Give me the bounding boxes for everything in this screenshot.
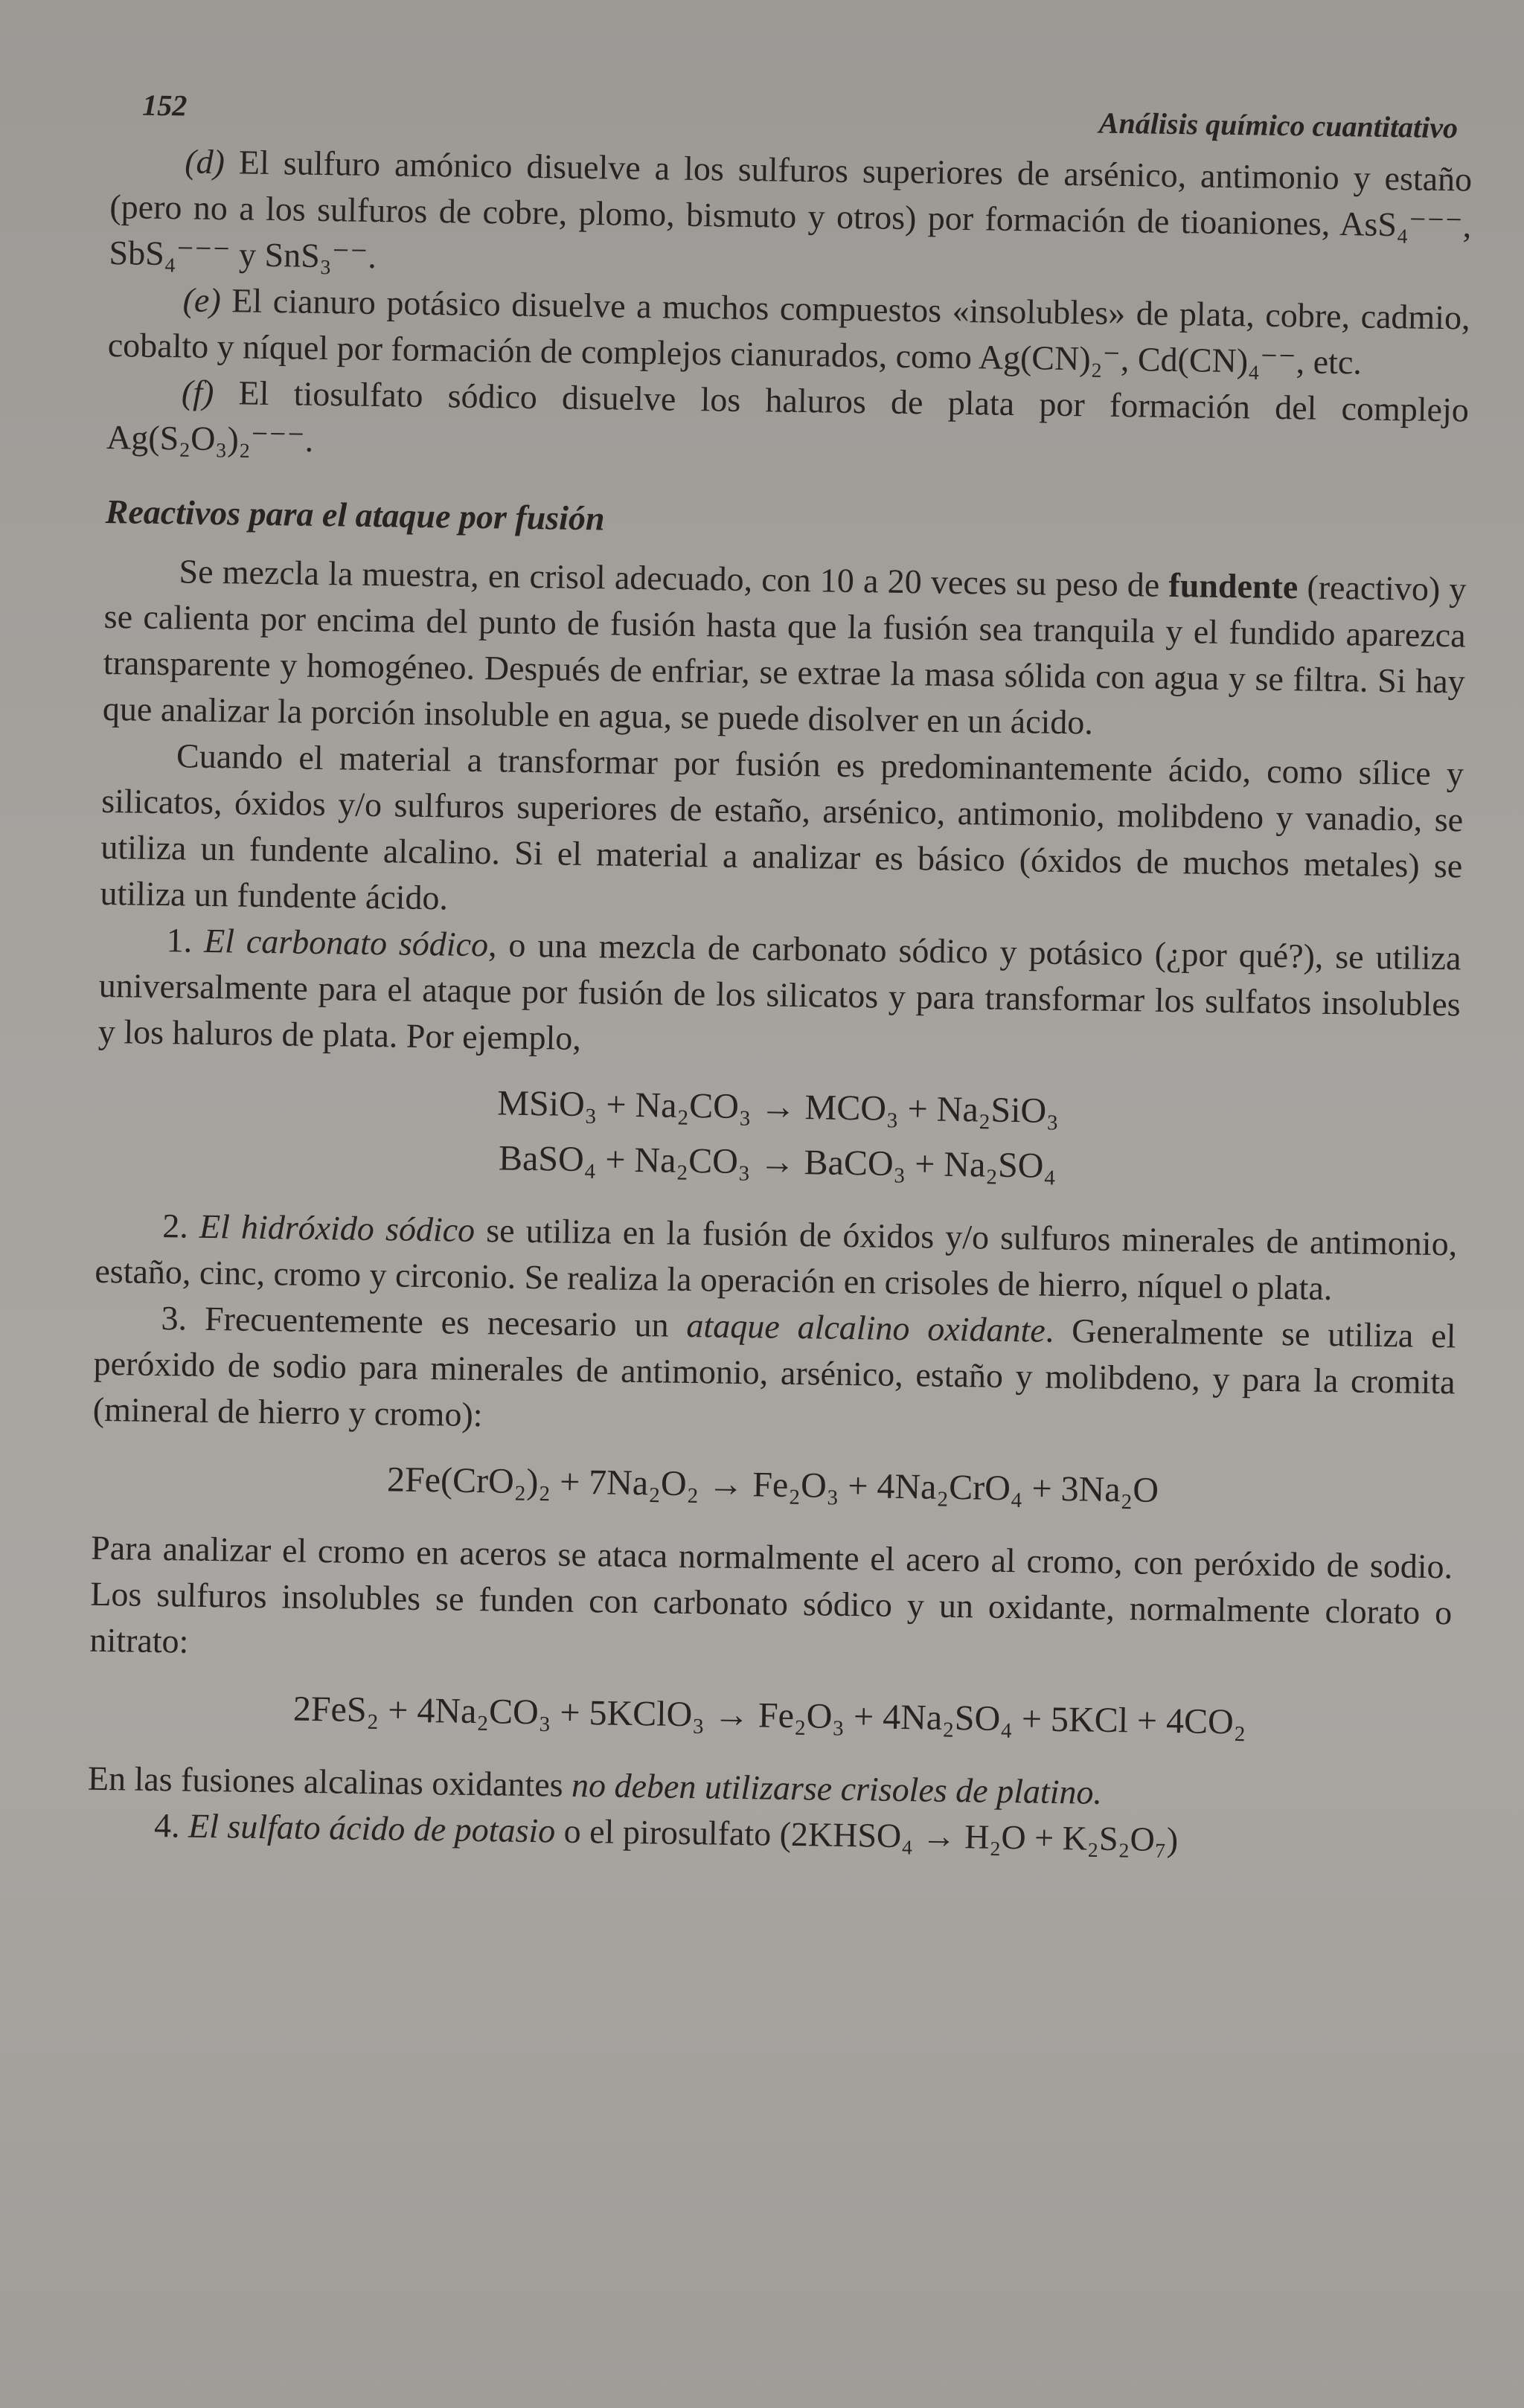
item-f-label: (f) (181, 373, 214, 411)
equation-4: 2FeS₂ + 4Na₂CO₃ + 5KClO₃ → Fe₂O₃ + 4Na₂SO₄ + 5KCl + 4CO₂ (292, 1689, 1246, 1742)
equation-1: MSiO₃ + Na₂CO₃ → MCO₃ + Na₂SiO₃ (497, 1083, 1060, 1131)
equation-2: BaSO₄ + Na₂CO₃ → BaCO₃ + Na₂SO₄ (498, 1138, 1057, 1186)
p4-text-a: En las fusiones alcalinas oxidantes (87, 1759, 572, 1804)
item4-title: El sulfato ácido de potasio (188, 1806, 556, 1850)
item1-title: El carbonato sódico (203, 921, 489, 964)
item-f (106, 368, 1470, 480)
p1-bold-term: fundente (1168, 565, 1299, 606)
item2-title: El hidróxido sódico (199, 1207, 476, 1249)
equation-block-3 (89, 1683, 1451, 1750)
item2-text: se utiliza en la fusión de óxidos y/o sulfuros minerales de antimonio, estaño, cinc, cromo y circonio. Se realiza la operación en crisoles de hierro, níquel o plata. (95, 1210, 1458, 1308)
item-f-text: El tiosulfato sódico disuelve los haluros de plata por formación del complejo Ag(S₂O₃)₂⁻⁻⁻. (106, 373, 1470, 459)
item-d-label: (d) (184, 142, 225, 182)
item3-italic: ataque alcalino oxidante (686, 1306, 1046, 1349)
list-item-3 (92, 1294, 1456, 1452)
item-d-text: El sulfuro amónico disuelve a los sulfuros superiores de arsénico, antimonio y estaño (pero no a los sulfuros de cobre, plomo, bismuto y otros) por formación de tioaniones, AsS₄⁻⁻⁻, SbS₄⁻⁻⁻ y SnS₃⁻⁻. (109, 143, 1473, 275)
item-d (109, 138, 1472, 295)
item2-number: 2. (161, 1207, 189, 1245)
item1-number: 1. (166, 921, 193, 960)
p4-italic: no deben utilizarse crisoles de platino. (571, 1765, 1103, 1811)
item3-text-a: Frecuentemente es necesario un (204, 1299, 687, 1344)
item-e-text: El cianuro potásico disuelve a muchos compuestos «insolubles» de plata, cobre, cadmio, cobalto y níquel por formación de complejos cianurados, como Ag(CN)₂⁻, Cd(CN)₄⁻⁻, etc. (107, 281, 1470, 382)
item1-text: , o una mezcla de carbonato sódico y potásico (¿por qué?), se utiliza universalmente para el ataque por fusión de los silicatos y para transformar los sulfatos insolubles y los haluros de plata. Por ejemplo, (97, 925, 1461, 1057)
equation-3: 2Fe(CrO₂)₂ + 7Na₂O₂ → Fe₂O₃ + 4Na₂CrO₄ + 3Na₂O (386, 1460, 1159, 1510)
item3-text-b: . Generalmente se utiliza el peróxido de sodio para minerales de antimonio, arsénico, estaño y molibdeno, y para la cromita (mineral de hierro y cromo): (92, 1311, 1456, 1434)
page-number: 152 (142, 88, 188, 123)
running-head: Análisis químico cuantitativo (1098, 106, 1459, 145)
list-item-1 (98, 916, 1461, 1074)
paragraph-chromium-steel: Para analizar el cromo en aceros se ataca normalmente el acero al cromo, con peróxido de sodio. Los sulfuros insolubles se funden con carbonato sódico y un oxidante, normalmente clorato o nitrato: (89, 1528, 1453, 1660)
equation-block-1 (96, 1074, 1459, 1196)
page-content (87, 71, 1473, 1866)
item3-number: 3. (161, 1299, 188, 1338)
section-title: Reactivos para el ataque por fusión (105, 492, 605, 538)
paragraph-fundente-choice: Cuando el material a transformar por fusión es predominantemente ácido, como sílice y silicatos, óxidos y/o sulfuros superiores de estaño, arsénico, antimonio, molibdeno y vanadio, se utiliza un fundente alcalino. Si el material a analizar es básico (óxidos de muchos metales) se utiliza un fundente ácido. (100, 736, 1464, 917)
paragraph-fusion-method (103, 548, 1467, 751)
item4-text: o el pirosulfato (2KHSO₄ → H₂O + K₂S₂O₇) (554, 1811, 1179, 1859)
p1-text-a: Se mezcla la muestra, en crisol adecuado, con 10 a 20 veces su peso de (179, 552, 1169, 604)
item4-number: 4. (153, 1806, 180, 1845)
equation-block-2 (92, 1452, 1454, 1519)
p1-text-b: (reactivo) y se calienta por encima del punto de fusión hasta que la fusión sea tranquila y el fundido aparezca transparente y homogéneo. Después de enfriar, se extrae la masa sólida con agua y se filtra. Si hay que analizar la porción insoluble en agua, se puede disolver en un ácido. (102, 568, 1467, 742)
item-e-label: (e) (182, 280, 222, 320)
